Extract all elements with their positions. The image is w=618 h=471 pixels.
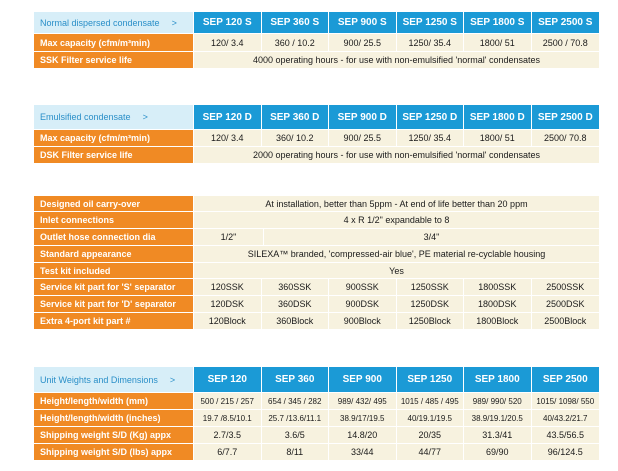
general-specs-table [34, 196, 599, 330]
table-cell: 8/11 [262, 444, 330, 460]
table-cell: 40/19.1/19.5 [397, 410, 465, 426]
s-kit-row [34, 279, 599, 296]
table-cell: 2000 operating hours - for use with non-emulsified 'normal' condensates [194, 147, 599, 163]
table-cell: 900/ 25.5 [329, 34, 397, 51]
table-cell: 3/4" [264, 229, 599, 245]
table-cell: 1250/ 35.4 [397, 34, 465, 51]
model-header: SEP 1250 [397, 367, 465, 392]
table-cell: 38.9/17/19.5 [329, 410, 397, 426]
table-cell: 69/90 [464, 444, 532, 460]
table-cell: 44/77 [397, 444, 465, 460]
row-label: Designed oil carry-over [34, 196, 194, 211]
table-cell: 38.9/19.1/20.5 [464, 410, 532, 426]
table-cell: 1800/ 51 [464, 130, 532, 146]
dims-mm-row [34, 393, 599, 410]
block-row [34, 313, 599, 330]
table-cell: 120/ 3.4 [194, 34, 262, 51]
row-label: Standard appearance [34, 246, 194, 262]
table-cell: At installation, better than 5ppm - At end of life better than 20 ppm [194, 196, 599, 211]
section-title-text: Normal dispersed condensate [40, 17, 160, 28]
table-cell: 1015/ 1098/ 550 [532, 393, 600, 409]
table-cell: 360Block [262, 313, 330, 329]
table-cell: 120/ 3.4 [194, 130, 262, 146]
inlet-row [34, 212, 599, 229]
model-header: SEP 1250 S [397, 12, 465, 33]
table-cell: 14.8/20 [329, 427, 397, 443]
table-cell: 96/124.5 [532, 444, 600, 460]
header-row [34, 12, 599, 34]
row-label: SSK Filter service life [34, 52, 194, 68]
table-cell: 2500Block [532, 313, 600, 329]
row-label: Test kit included [34, 263, 194, 278]
oil-carry-over-row [34, 196, 599, 212]
table-cell: 360SSK [262, 279, 330, 295]
test-kit-row [34, 263, 599, 279]
row-label: Shipping weight S/D (lbs) appx [34, 444, 194, 460]
table-cell: 31.3/41 [464, 427, 532, 443]
row-label: Height/length/width (inches) [34, 410, 194, 426]
model-header: SEP 360 S [262, 12, 330, 33]
outlet-row [34, 229, 599, 246]
table-cell: 4 x R 1/2" expandable to 8 [194, 212, 599, 228]
table-cell: 19.7 /8.5/10.1 [194, 410, 262, 426]
table-cell: 4000 operating hours - for use with non-emulsified 'normal' condensates [194, 52, 599, 68]
table-cell: 500 / 215 / 257 [194, 393, 262, 409]
model-header: SEP 360 [262, 367, 330, 392]
model-header: SEP 120 D [194, 105, 262, 129]
row-label: Outlet hose connection dia [34, 229, 194, 245]
row-label: Height/length/width (mm) [34, 393, 194, 409]
max-capacity-row [34, 34, 599, 52]
model-header: SEP 120 [194, 367, 262, 392]
arrow-icon: > [169, 374, 176, 385]
table-cell: 33/44 [329, 444, 397, 460]
model-header: SEP 1800 D [464, 105, 532, 129]
appearance-row [34, 246, 599, 263]
d-kit-row [34, 296, 599, 313]
table-cell: 1250/ 35.4 [397, 130, 465, 146]
model-header: SEP 900 S [329, 12, 397, 33]
table-cell: 40/43.2/21.7 [532, 410, 600, 426]
model-header: SEP 2500 S [532, 12, 600, 33]
table-cell: 654 / 345 / 282 [262, 393, 330, 409]
ship-kg-row [34, 427, 599, 444]
model-header: SEP 1800 S [464, 12, 532, 33]
table-cell: Yes [194, 263, 599, 278]
row-label: Shipping weight S/D (Kg) appx [34, 427, 194, 443]
max-capacity-row [34, 130, 599, 147]
table-cell: 900DSK [329, 296, 397, 312]
model-header: SEP 900 D [329, 105, 397, 129]
model-header: SEP 2500 [532, 367, 600, 392]
row-label: DSK Filter service life [34, 147, 194, 163]
row-label: Extra 4-port kit part # [34, 313, 194, 329]
row-label: Max capacity (cfm/m³min) [34, 34, 194, 51]
header-row [34, 367, 599, 393]
table-cell: 120Block [194, 313, 262, 329]
table-cell: 900SSK [329, 279, 397, 295]
table-cell: 900Block [329, 313, 397, 329]
row-label: Service kit part for 'S' separator [34, 279, 194, 295]
weights-dimensions-table [34, 367, 599, 461]
model-header: SEP 120 S [194, 12, 262, 33]
section-title-text: Unit Weights and Dimensions [40, 374, 158, 385]
table-cell: 120SSK [194, 279, 262, 295]
table-cell: 989/ 432/ 495 [329, 393, 397, 409]
table-cell: 360DSK [262, 296, 330, 312]
model-header: SEP 1250 D [397, 105, 465, 129]
section-title [34, 105, 194, 129]
row-label: Service kit part for 'D' separator [34, 296, 194, 312]
table-cell: 360/ 10.2 [262, 130, 330, 146]
table-cell: 1250SSK [397, 279, 465, 295]
table-cell: 2500SSK [532, 279, 600, 295]
table-cell: 1800Block [464, 313, 532, 329]
table-cell: 360 / 10.2 [262, 34, 330, 51]
normal-condensate-table [34, 12, 599, 69]
section-title [34, 12, 194, 33]
table-cell: 1/2" [194, 229, 264, 245]
model-header: SEP 1800 [464, 367, 532, 392]
table-cell: 1250DSK [397, 296, 465, 312]
table-cell: 900/ 25.5 [329, 130, 397, 146]
emulsified-condensate-table [34, 105, 599, 164]
row-label: Inlet connections [34, 212, 194, 228]
arrow-icon: > [171, 17, 177, 28]
header-row [34, 105, 599, 130]
dims-in-row [34, 410, 599, 427]
model-header: SEP 900 [329, 367, 397, 392]
table-cell: 20/35 [397, 427, 465, 443]
ship-lbs-row [34, 444, 599, 461]
table-cell: 1015 / 485 / 495 [397, 393, 465, 409]
section-title-text: Emulsified condensate [40, 112, 131, 122]
section-title [34, 367, 194, 392]
arrow-icon: > [142, 112, 148, 122]
table-cell: 120DSK [194, 296, 262, 312]
table-cell: 1800/ 51 [464, 34, 532, 51]
table-cell: 1800DSK [464, 296, 532, 312]
table-cell: SILEXA™ branded, 'compressed-air blue', PE material re-cyclable housing [194, 246, 599, 262]
table-cell: 3.6/5 [262, 427, 330, 443]
model-header: SEP 360 D [262, 105, 330, 129]
table-cell: 2500 / 70.8 [532, 34, 600, 51]
model-header: SEP 2500 D [532, 105, 600, 129]
service-life-row [34, 52, 599, 69]
service-life-row [34, 147, 599, 164]
table-cell: 2500DSK [532, 296, 600, 312]
table-cell: 2.7/3.5 [194, 427, 262, 443]
row-label: Max capacity (cfm/m³min) [34, 130, 194, 146]
table-cell: 989/ 990/ 520 [464, 393, 532, 409]
table-cell: 6/7.7 [194, 444, 262, 460]
table-cell: 1250Block [397, 313, 465, 329]
table-cell: 25.7 /13.6/11.1 [262, 410, 330, 426]
table-cell: 2500/ 70.8 [532, 130, 600, 146]
table-cell: 43.5/56.5 [532, 427, 600, 443]
table-cell: 1800SSK [464, 279, 532, 295]
